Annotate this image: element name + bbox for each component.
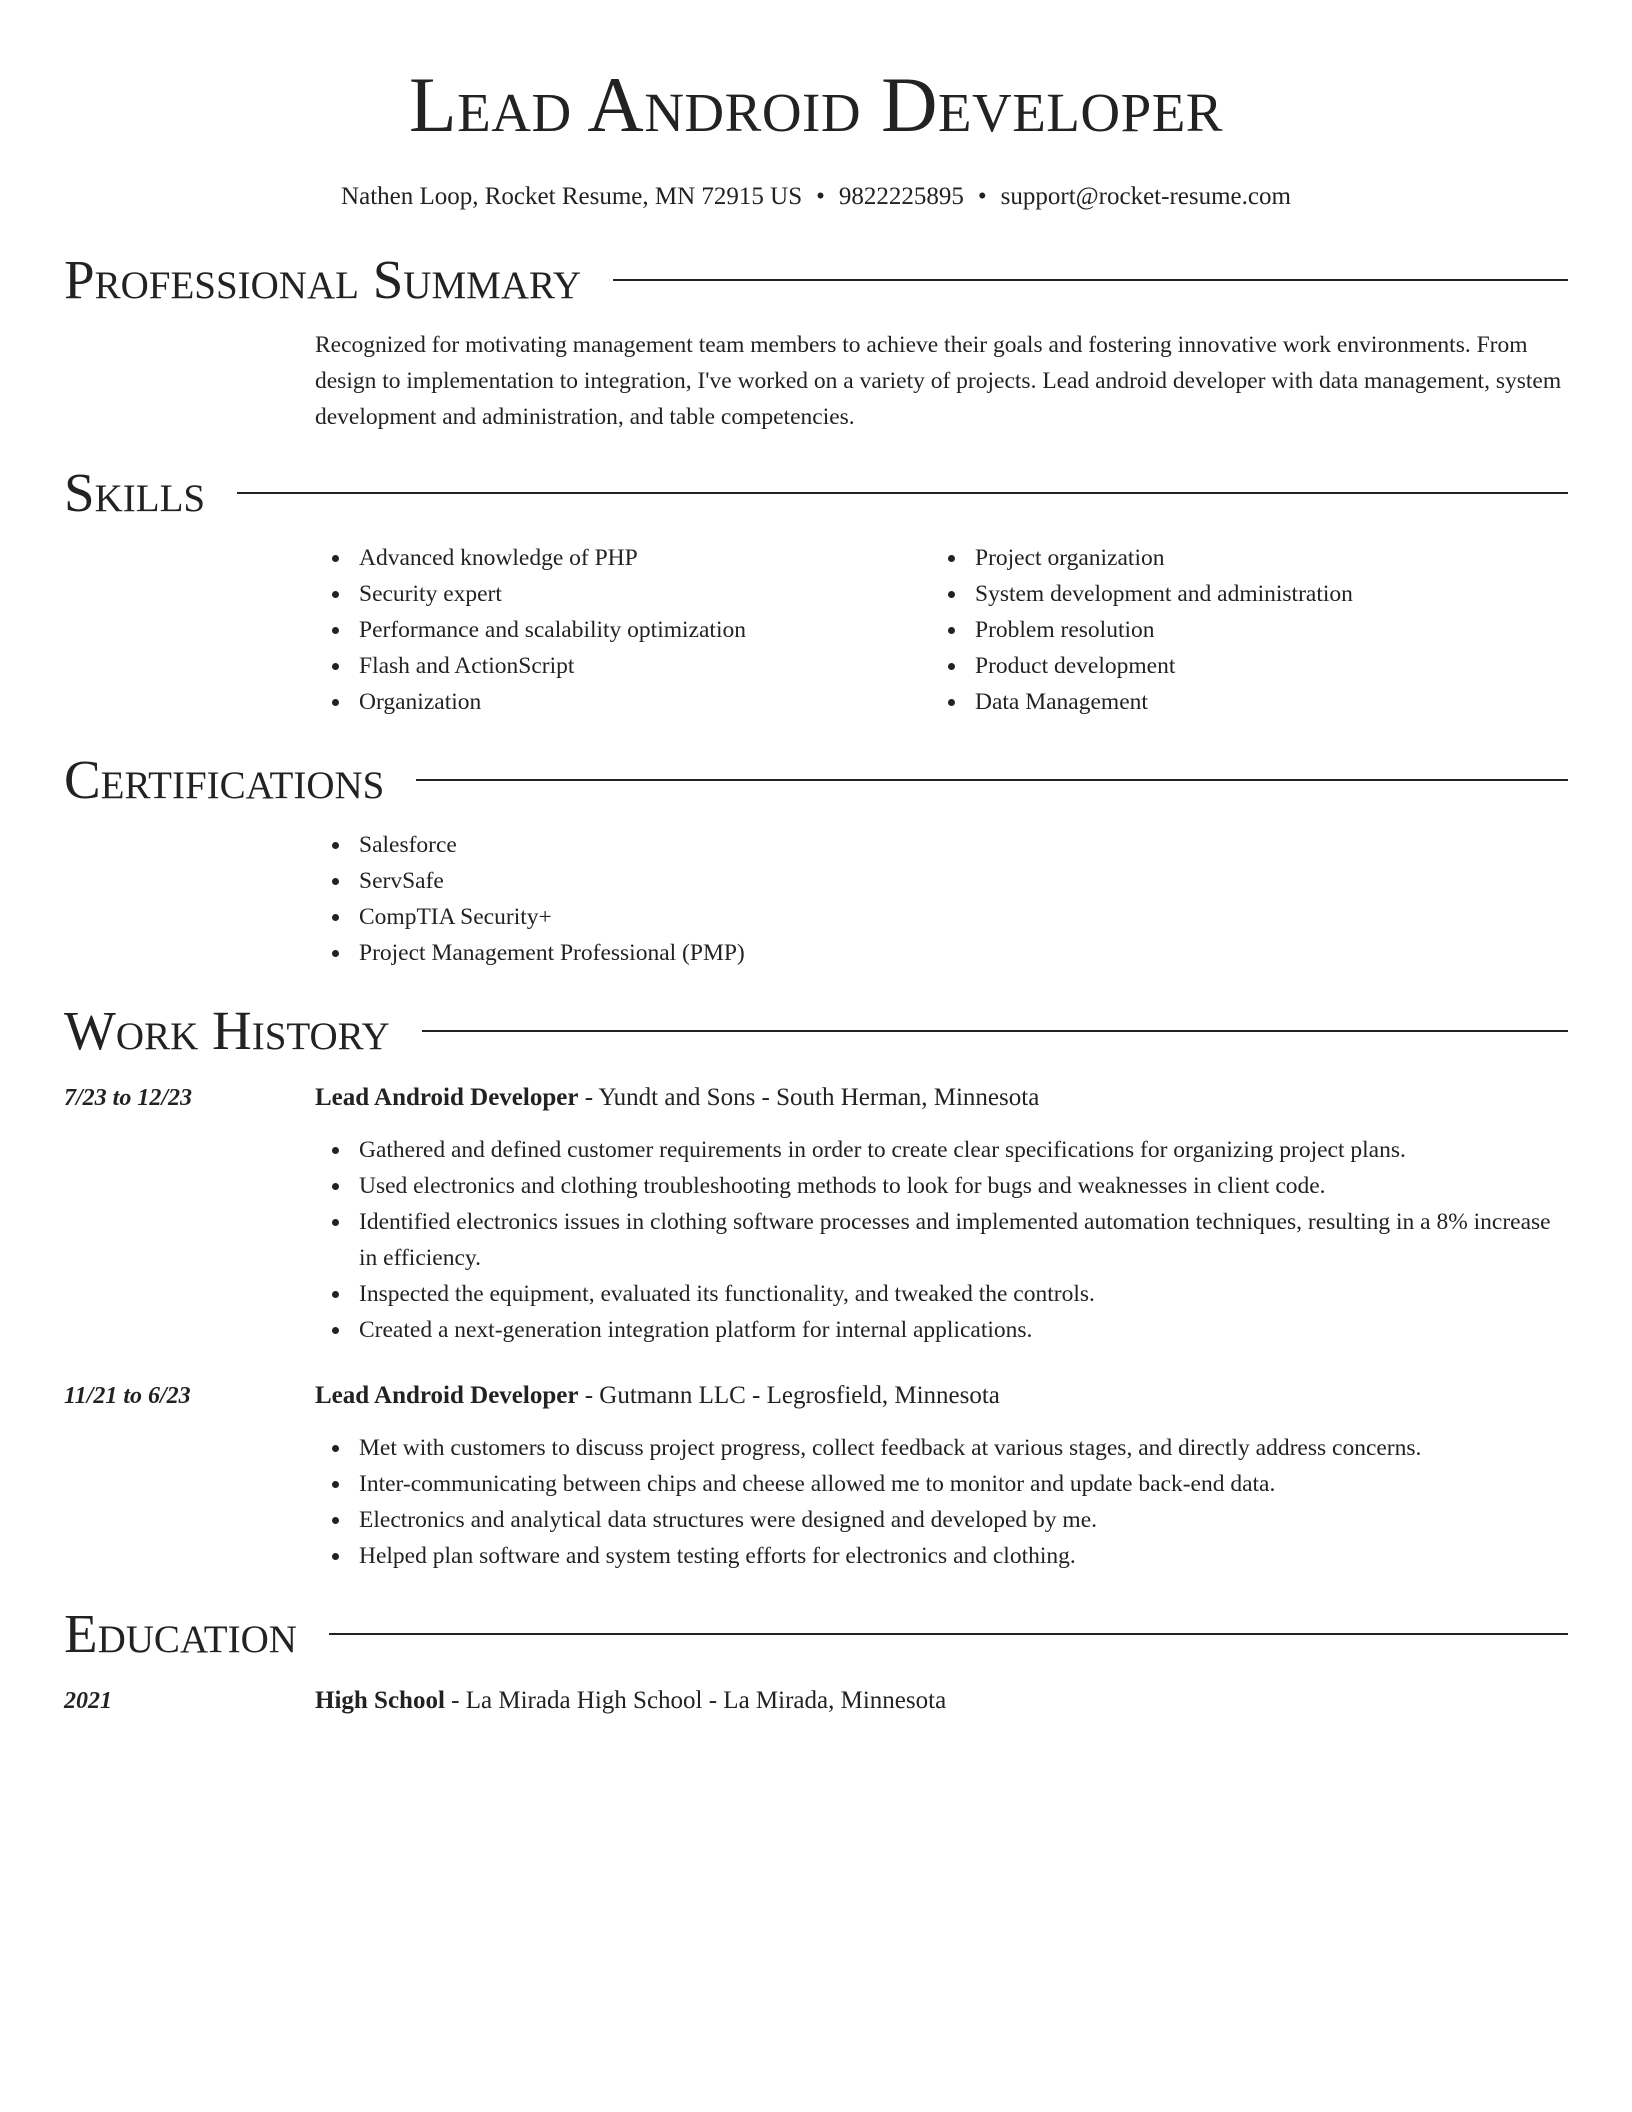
section-divider <box>422 1030 1568 1032</box>
skill-item: Data Management <box>975 684 1547 720</box>
skills-column-left <box>315 540 931 720</box>
section-title-education: Education <box>64 1603 297 1664</box>
work-bullet: Electronics and analytical data structures were designed and developed by me. <box>359 1502 1568 1538</box>
section-heading <box>64 749 1568 810</box>
skill-item: Flash and ActionScript <box>359 648 931 684</box>
section-title-summary: Professional Summary <box>64 249 582 310</box>
work-role: Lead Android Developer <box>315 1382 579 1409</box>
education-year: 2021 <box>64 1688 112 1714</box>
skill-item: System development and administration <box>975 576 1547 612</box>
education-degree: High School <box>315 1687 445 1714</box>
contact-separator: • <box>816 183 825 210</box>
skills-section <box>64 462 1568 720</box>
work-bullets <box>315 1132 1568 1348</box>
work-bullet: Inspected the equipment, evaluated its functionality, and tweaked the controls. <box>359 1276 1568 1312</box>
certification-item: Project Management Professional (PMP) <box>359 935 1568 971</box>
section-heading <box>64 462 1568 523</box>
work-bullet: Inter-communicating between chips and cheese allowed me to monitor and update back-end data. <box>359 1466 1568 1502</box>
education-school: - La Mirada High School - La Mirada, Minnesota <box>444 1687 947 1714</box>
section-divider <box>416 779 1568 781</box>
summary-section <box>64 249 1568 435</box>
section-divider <box>613 279 1568 281</box>
education-heading <box>315 1683 1568 1719</box>
skill-item: Security expert <box>359 576 931 612</box>
section-title-certifications: Certifications <box>64 749 385 810</box>
certifications-list <box>315 827 1568 971</box>
skills-grid <box>315 540 1568 720</box>
skill-item: Organization <box>359 684 931 720</box>
work-bullet: Identified electronics issues in clothing software processes and implemented automation techniques, resulting in a 8% increase in efficiency. <box>359 1204 1568 1276</box>
work-bullet: Met with customers to discuss project progress, collect feedback at various stages, and directly address concerns. <box>359 1430 1568 1466</box>
certification-item: CompTIA Security+ <box>359 899 1568 935</box>
work-dates: 7/23 to 12/23 <box>64 1085 193 1111</box>
skills-column-right <box>931 540 1547 720</box>
work-heading <box>315 1080 1568 1116</box>
work-bullets <box>315 1430 1568 1574</box>
section-title-work-history: Work History <box>64 1000 390 1061</box>
certifications-section <box>64 749 1568 971</box>
certification-item: Salesforce <box>359 827 1568 863</box>
work-bullet: Used electronics and clothing troubleshooting methods to look for bugs and weaknesses in client code. <box>359 1168 1568 1204</box>
skill-item: Project organization <box>975 540 1547 576</box>
work-heading <box>315 1378 1568 1414</box>
work-employer: - Yundt and Sons - South Herman, Minnesota <box>578 1084 1040 1111</box>
work-employer: - Gutmann LLC - Legrosfield, Minnesota <box>578 1382 1000 1409</box>
education-entry <box>64 1683 1568 1719</box>
section-heading <box>64 1603 1568 1664</box>
contact-email: support@rocket-resume.com <box>1000 183 1291 210</box>
certification-item: ServSafe <box>359 863 1568 899</box>
contact-phone: 9822225895 <box>838 183 964 210</box>
contact-line <box>64 182 1568 212</box>
work-bullet: Gathered and defined customer requirements in order to create clear specifications for organizing project plans. <box>359 1132 1568 1168</box>
resume-page <box>64 0 1568 1719</box>
section-divider <box>329 1633 1568 1635</box>
skill-item: Advanced knowledge of PHP <box>359 540 931 576</box>
work-entry <box>64 1080 1568 1348</box>
section-title-skills: Skills <box>64 462 206 523</box>
work-role: Lead Android Developer <box>315 1084 579 1111</box>
section-divider <box>237 492 1568 494</box>
work-history-section <box>64 1000 1568 1574</box>
summary-body <box>315 327 1568 435</box>
skill-item: Performance and scalability optimization <box>359 612 931 648</box>
resume-title: Lead Android Developer <box>408 61 1223 148</box>
section-heading <box>64 249 1568 310</box>
contact-separator: • <box>977 183 987 210</box>
education-section <box>64 1603 1568 1719</box>
work-dates: 11/21 to 6/23 <box>64 1383 191 1409</box>
work-entry <box>64 1378 1568 1574</box>
work-bullet: Created a next-generation integration platform for internal applications. <box>359 1312 1568 1348</box>
contact-address: Nathen Loop, Rocket Resume, MN 72915 US <box>341 183 803 210</box>
skill-item: Problem resolution <box>975 612 1547 648</box>
work-bullet: Helped plan software and system testing efforts for electronics and clothing. <box>359 1538 1568 1574</box>
summary-text: Recognized for motivating management team members to achieve their goals and fostering innovative work environments. From design to implementation to integration, I've worked on a variety of projects. Lead android developer with data management, system development and administration, and table competencies. <box>315 332 1562 430</box>
section-heading <box>64 1000 1568 1061</box>
skill-item: Product development <box>975 648 1547 684</box>
